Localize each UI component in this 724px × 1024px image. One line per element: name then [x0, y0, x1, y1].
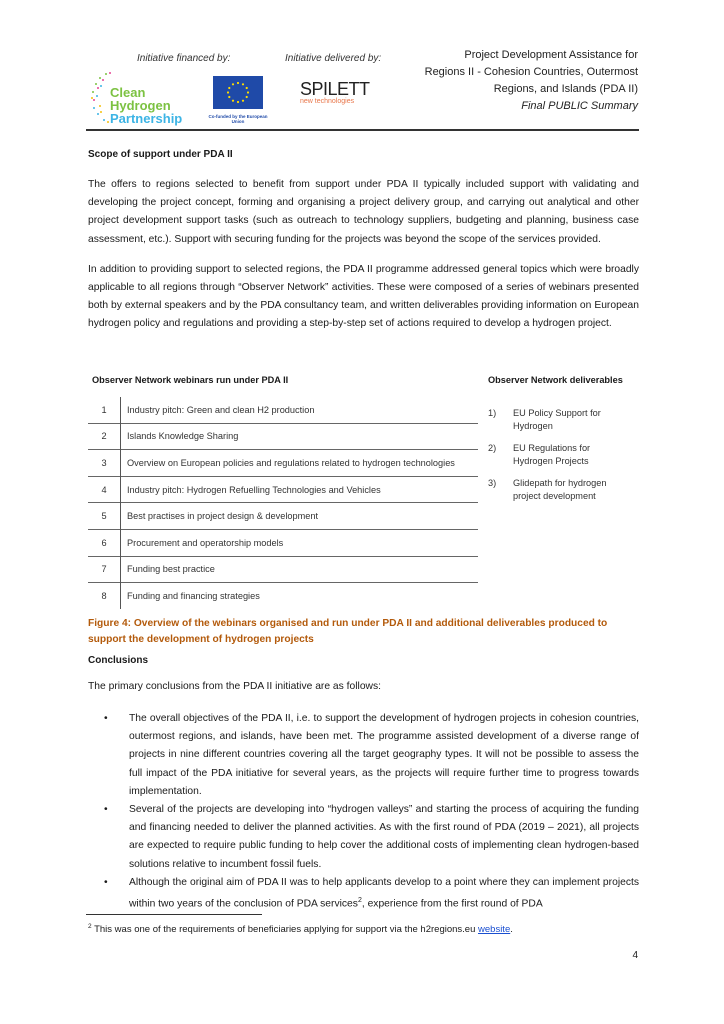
webinar-title: Industry pitch: Hydrogen Refuelling Technologies and Vehicles: [121, 476, 479, 503]
paragraph: In addition to providing support to selected regions, the PDA II programme addressed general topics which were broadly applicable to all regions through “Observer Network” activities. These were composed of a series of webinars presented both by external speakers and by the PDA consultancy team, and written deliverables providing information on European hydrogen policy and regulations and providing a step-by-step set of actions required to develop a hydrogen project.: [88, 263, 639, 330]
clean-hydrogen-logo: Clean Hydrogen Partnership: [88, 68, 203, 126]
deliverables-title: Observer Network deliverables: [488, 375, 623, 385]
webinar-number: 4: [88, 476, 121, 503]
webinar-title: Funding best practice: [121, 556, 479, 583]
webinar-title: Funding and financing strategies: [121, 583, 479, 609]
list-item: • Several of the projects are developing into “hydrogen valleys” and starting the process of acquiring the funding and financing needed to deliver the planned activities. As with the first round of PDA (2019 – 2021), all projects are expected to require public funding to help cover the additional costs of implementing clean hydrogen-based solutions relative to incumbent fossil fuels.: [88, 801, 639, 874]
financed-by-label: Initiative financed by:: [137, 53, 231, 64]
website-link[interactable]: website: [478, 924, 511, 936]
table-row: [88, 503, 478, 530]
webinar-number: 2: [88, 423, 121, 450]
eu-flag-icon: [213, 76, 263, 109]
paragraph: The primary conclusions from the PDA II initiative are as follows:: [88, 681, 382, 692]
delivered-by-label: Initiative delivered by:: [285, 53, 382, 64]
list-item: • Although the original aim of PDA II was to help applicants develop to a point where they can implement projects within two years of the conclusion of PDA services$^2$, experience from the first round of PDA: [88, 874, 639, 914]
list-item: 2) EU Regulations for Hydrogen Projects: [488, 443, 591, 466]
footnote-ref[interactable]: 2: [357, 897, 362, 905]
webinar-number: 8: [88, 583, 121, 609]
table-row: [88, 583, 478, 609]
webinar-number: 5: [88, 503, 121, 530]
conclusions-list: [88, 710, 639, 914]
webinar-title: Industry pitch: Green and clean H2 production: [127, 404, 315, 415]
document-title: Project Development Assistance for Regions II - Cohesion Countries, Outermost Regions, and Islands (PDA II) Final PUBLIC Summary: [425, 47, 638, 115]
webinar-number: 7: [88, 556, 121, 583]
figure-caption: Figure 4: Overview of the webinars organised and run under PDA II and additional deliverables produced to support the development of hydrogen projects: [88, 618, 608, 645]
webinars-table: [88, 397, 478, 609]
webinar-title: Procurement and operatorship models: [121, 529, 479, 556]
list-item: • The overall objectives of the PDA II, i.e. to support the development of hydrogen projects in cohesion countries, outermost regions, and islands, have been met. The programme assisted development of a diverse range of projects in nine different countries covering all the target geography types. It will not be possible to assess the full impact of the PDA initiative for several years, as the projects will require further time to progress towards implementation.: [88, 710, 639, 801]
paragraph: The offers to regions selected to benefit from support under PDA II typically included support with validating and developing the project concept, forming and organising a project delivery group, and carrying out analytical and other project development support tasks (such as outreach to technology suppliers, budgeting and planning, business case assessment, etc.). Support with securing funding for the projects was beyond the scope of the services provided.: [88, 179, 639, 245]
footnote: $^2$ This was one of the requirements of beneficiaries applying for support via the h2regions.eu website.: [88, 923, 513, 936]
webinar-title: Best practises in project design & development: [121, 503, 479, 530]
webinar-title: Islands Knowledge Sharing: [121, 423, 479, 450]
page-number: 4: [632, 950, 638, 961]
table-row: [88, 423, 478, 450]
table-row: [88, 397, 478, 423]
footnote-divider: [86, 914, 262, 915]
document-subtitle: Final PUBLIC Summary: [521, 100, 638, 112]
table-row: [88, 556, 478, 583]
webinar-number: 6: [88, 529, 121, 556]
webinar-number: 3: [88, 450, 121, 477]
header-divider: [86, 129, 639, 131]
spilett-logo: SPILETT new technologies: [300, 79, 370, 105]
list-item: 3) Glidepath for hydrogen project development: [488, 478, 607, 501]
deliverables-list: [488, 407, 608, 512]
table-row: [88, 450, 478, 477]
list-item: 1) EU Policy Support for Hydrogen: [488, 408, 601, 431]
section-heading: Conclusions: [88, 655, 149, 666]
section-heading: Scope of support under PDA II: [88, 149, 233, 160]
webinars-title: Observer Network webinars run under PDA II: [92, 375, 289, 385]
table-row: [88, 529, 478, 556]
webinar-number: 1: [88, 397, 121, 423]
webinar-title: Overview on European policies and regulations related to hydrogen technologies: [121, 450, 479, 477]
eu-logo: Co-funded by the European Union: [213, 76, 263, 124]
table-row: [88, 476, 478, 503]
